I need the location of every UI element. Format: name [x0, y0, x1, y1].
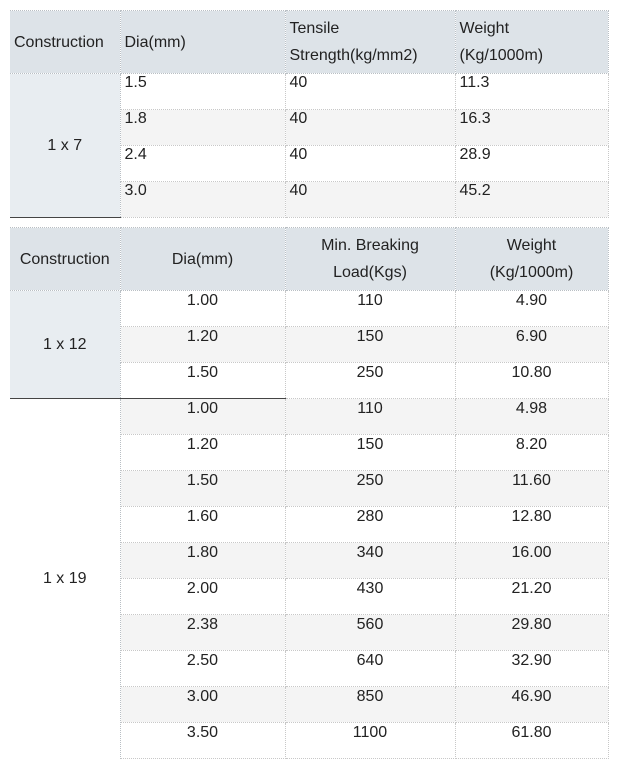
- header-tensile: [285, 11, 455, 74]
- weight-cell: 45.2: [455, 182, 608, 218]
- header-construction-label: Construction: [14, 33, 104, 51]
- load-cell: 340: [285, 543, 455, 579]
- header-dia: [120, 11, 285, 74]
- table-header-row: [10, 228, 608, 291]
- dia-cell: 1.00: [120, 399, 285, 435]
- weight-cell: 28.9: [455, 146, 608, 182]
- tensile-cell: 40: [285, 110, 455, 146]
- header-weight: [455, 11, 608, 74]
- weight-cell: 11.3: [455, 74, 608, 110]
- weight-cell: 12.80: [455, 507, 608, 543]
- weight-cell: 11.60: [455, 471, 608, 507]
- weight-cell: 4.90: [455, 291, 608, 327]
- dia-cell: 3.00: [120, 687, 285, 723]
- construction-cell: 1 x 7: [10, 74, 120, 218]
- header-tensile-line2: Strength(kg/mm2): [289, 47, 418, 64]
- table-row: [10, 291, 608, 327]
- dia-cell: 1.60: [120, 507, 285, 543]
- header-weight-line1: Weight: [459, 20, 510, 37]
- dia-cell: 1.50: [120, 363, 285, 399]
- weight-cell: 8.20: [455, 435, 608, 471]
- weight-cell: 6.90: [455, 327, 608, 363]
- header-weight-line1: Weight: [506, 237, 557, 254]
- tensile-table: [10, 10, 609, 218]
- load-cell: 850: [285, 687, 455, 723]
- weight-cell: 32.90: [455, 651, 608, 687]
- dia-cell: 2.38: [120, 615, 285, 651]
- weight-cell: 16.3: [455, 110, 608, 146]
- header-weight: [455, 228, 608, 291]
- construction-cell: 1 x 19: [10, 399, 120, 759]
- dia-cell: 3.0: [120, 182, 285, 218]
- tensile-cell: 40: [285, 74, 455, 110]
- header-load-line1: Min. Breaking: [321, 237, 419, 254]
- dia-cell: 1.8: [120, 110, 285, 146]
- dia-cell: 2.00: [120, 579, 285, 615]
- weight-cell: 61.80: [455, 723, 608, 759]
- load-cell: 110: [285, 291, 455, 327]
- weight-cell: 16.00: [455, 543, 608, 579]
- tensile-cell: 40: [285, 182, 455, 218]
- header-construction: [10, 11, 120, 74]
- header-load: [285, 228, 455, 291]
- load-cell: 430: [285, 579, 455, 615]
- load-cell: 560: [285, 615, 455, 651]
- dia-cell: 2.50: [120, 651, 285, 687]
- load-cell: 250: [285, 471, 455, 507]
- dia-cell: 1.5: [120, 74, 285, 110]
- tensile-cell: 40: [285, 146, 455, 182]
- dia-cell: 1.20: [120, 435, 285, 471]
- header-load-line2: Load(Kgs): [333, 264, 407, 281]
- weight-cell: 4.98: [455, 399, 608, 435]
- header-weight-line2: (Kg/1000m): [489, 264, 574, 281]
- load-cell: 640: [285, 651, 455, 687]
- table-header-row: [10, 11, 608, 74]
- dia-cell: 2.4: [120, 146, 285, 182]
- load-cell: 280: [285, 507, 455, 543]
- load-cell: 150: [285, 327, 455, 363]
- header-tensile-line1: Tensile: [289, 20, 340, 37]
- dia-cell: 1.50: [120, 471, 285, 507]
- breaking-load-table: [10, 227, 609, 759]
- dia-cell: 1.80: [120, 543, 285, 579]
- table-row: [10, 74, 608, 110]
- table-row: [10, 399, 608, 435]
- header-dia: [120, 228, 285, 291]
- header-construction-label: Construction: [19, 250, 110, 268]
- load-cell: 150: [285, 435, 455, 471]
- weight-cell: 46.90: [455, 687, 608, 723]
- construction-cell: 1 x 12: [10, 291, 120, 399]
- load-cell: 110: [285, 399, 455, 435]
- load-cell: 250: [285, 363, 455, 399]
- weight-cell: 29.80: [455, 615, 608, 651]
- dia-cell: 3.50: [120, 723, 285, 759]
- weight-cell: 21.20: [455, 579, 608, 615]
- weight-cell: 10.80: [455, 363, 608, 399]
- dia-cell: 1.00: [120, 291, 285, 327]
- header-dia-label: Dia(mm): [171, 250, 234, 268]
- load-cell: 1100: [285, 723, 455, 759]
- header-construction: [10, 228, 120, 291]
- dia-cell: 1.20: [120, 327, 285, 363]
- header-dia-label: Dia(mm): [124, 33, 186, 51]
- header-weight-line2: (Kg/1000m): [459, 47, 544, 64]
